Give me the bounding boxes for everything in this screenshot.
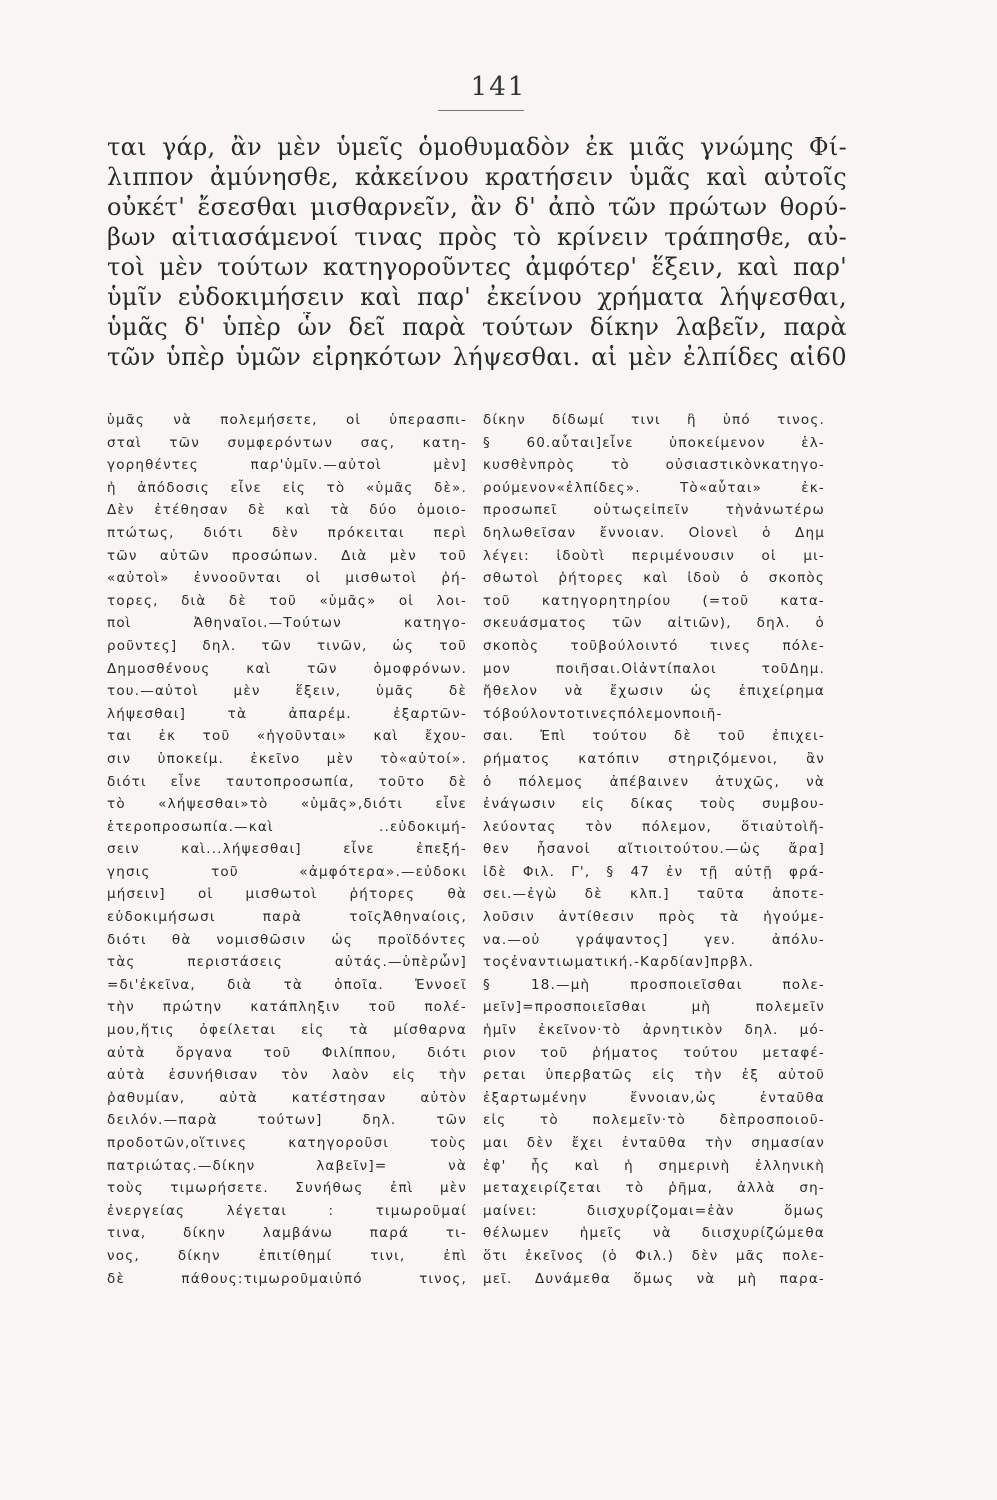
text-line: λεύοντας τὸν πόλεμον, ὅτιαὐτοὶἤ- bbox=[483, 818, 825, 835]
commentary-left-column bbox=[107, 409, 467, 1290]
text-line: σκευάσματος τῶν αἰτιῶν), δηλ. ὁ bbox=[483, 615, 825, 632]
text-line: ῥαθυμίαν, αὐτὰ κατέστησαν αὐτὸν bbox=[107, 1089, 467, 1106]
text-line: εἰς τὸ πολεμεῖν·τὸ δὲπροσποιοῦ- bbox=[483, 1112, 825, 1129]
text-line: εὐδοκιμήσωσι παρὰ τοῖςἈθηναίοις, bbox=[107, 909, 467, 926]
text-line: προδοτῶν,οἵτινες κατηγοροῦσι τοὺς bbox=[107, 1135, 467, 1151]
text-line: ρεται ὑπερβατῶς εἰς τὴν ἐξ αὐτοῦ bbox=[483, 1067, 825, 1084]
text-line: οὐκέτ' ἔσεσθαι μισθαρνεῖν, ἂν δ' ἀπὸ τῶν πρώτων θορύ- bbox=[107, 193, 847, 221]
text-line: μαίνει: διισχυρίζομαι=ἐὰν ὅμως bbox=[483, 1202, 825, 1219]
text-line: προσωπεῖ οὑτωςεἰπεῖν τὴνἀνωτέρω bbox=[483, 502, 825, 519]
text-line: μεῖ. Δυνάμεθα ὅμως νὰ μὴ παρα- bbox=[483, 1270, 825, 1287]
text-line: μου,ἥτις ὀφείλεται εἰς τὰ μίσθαρνα bbox=[107, 1022, 467, 1039]
text-line: σκοπὸς τοῦβούλοιντό τινες πόλε- bbox=[483, 637, 825, 654]
text-line: μήσειν] οἱ μισθωτοὶ ῥήτορες θὰ bbox=[107, 886, 467, 903]
text-line: ὑμῖν εὐδοκιμήσειν καὶ παρ' ἐκείνου χρήματα λήψεσθαι, bbox=[107, 283, 847, 311]
text-line: τοὶ μὲν τούτων κατηγοροῦντες ἀμφότερ' ἕξειν, καὶ παρ' bbox=[107, 253, 847, 281]
text-line: ρούμενον«ἐλπίδες». Τὸ«αὗται» ἐκ- bbox=[483, 479, 825, 496]
text-line: ται γάρ, ἂν μὲν ὑμεῖς ὁμοθυμαδὸν ἐκ μιᾶς γνώμης Φί- bbox=[107, 133, 847, 161]
text-line: πτώτως, διότι δὲν πρόκειται περὶ bbox=[107, 524, 467, 541]
text-line: τόβούλοντοτινεςπόλεμονποιῆ- bbox=[483, 705, 723, 722]
text-line: αὐτὰ ἐσυνήθισαν τὸν λαὸν εἰς τὴν bbox=[107, 1067, 467, 1084]
text-line: ὁ πόλεμος ἀπέβαινεν ἀτυχῶς, νὰ bbox=[483, 773, 825, 790]
text-line: § 60.αὗται]εἶνε ὑποκείμενον ἑλ- bbox=[483, 434, 825, 451]
text-line: ἐφ' ἧς καὶ ἡ σημερινὴ ἑλληνικὴ bbox=[483, 1157, 825, 1174]
text-line: ἡ ἀπόδοσις εἶνε εἰς τὸ «ὑμᾶς δὲ». bbox=[107, 479, 467, 496]
text-line: δὲ πάθους:τιμωροῦμαιὑπό τινος, bbox=[107, 1270, 467, 1287]
text-line: ἐνάγωσιν εἰς δίκας τοὺς συμβου- bbox=[483, 796, 825, 813]
text-line: δηλωθεῖσαν ἔννοιαν. Οἱονεὶ ὁ Δημ bbox=[483, 524, 825, 541]
text-line: βων αἰτιασάμενοί τινας πρὸς τὸ κρίνειν τράπησθε, αὐ- bbox=[107, 223, 847, 251]
text-line: σταὶ τῶν συμφερόντων σας, κατη- bbox=[107, 434, 467, 451]
text-line: ἰδὲ Φιλ. Γ', § 47 ἐν τῇ αὐτῇ φρά- bbox=[483, 863, 825, 880]
text-line: ὑμᾶς δ' ὑπὲρ ὧν δεῖ παρὰ τούτων δίκην λαβεῖν, παρὰ bbox=[107, 313, 847, 341]
text-line: να.—οὐ γράψαντος] γεν. ἀπόλυ- bbox=[483, 931, 825, 948]
text-line: θέλωμεν ἡμεῖς νὰ διισχυρίζώμεθα bbox=[483, 1225, 825, 1242]
text-line: θεν ἦσανοἱ αἴτιοιτούτου.—ὡς ἄρα] bbox=[483, 841, 825, 858]
text-line: ροῦντες] δηλ. τῶν τινῶν, ὡς τοῦ bbox=[107, 637, 467, 654]
text-line: τορες, διὰ δὲ τοῦ «ὑμᾶς» οἱ λοι- bbox=[107, 592, 467, 609]
text-line: τὸ «λήψεσθαι»τὸ «ὑμᾶς»,διότι εἶνε bbox=[107, 796, 467, 813]
text-line: τῶν ὑπὲρ ὑμῶν εἰρηκότων λήψεσθαι. αἱ μὲν ἐλπίδες αἱ60 bbox=[107, 343, 847, 371]
text-line: σιν ὑποκείμ. ἐκεῖνο μὲν τὸ«αὐτοί». bbox=[107, 750, 467, 767]
text-line: τοῦ κατηγορητηρίου (=τοῦ κατα- bbox=[483, 592, 825, 609]
text-line: ται ἐκ τοῦ «ἡγοῦνται» καὶ ἔχου- bbox=[107, 728, 467, 745]
text-line: αὐτὰ ὄργανα τοῦ Φιλίππου, διότι bbox=[107, 1044, 467, 1061]
text-line: =δι'ἐκεῖνα, διὰ τὰ ὁποῖα. Ἐννοεῖ bbox=[107, 976, 467, 993]
text-line: ὅτι ἐκεῖνος (ὁ Φιλ.) δὲν μᾶς πολε- bbox=[483, 1247, 825, 1264]
text-line: ἐνεργείας λέγεται : τιμωροῦμαί bbox=[107, 1202, 467, 1219]
text-line: ὑμᾶς νὰ πολεμήσετε, οἱ ὑπερασπι- bbox=[107, 412, 467, 428]
text-line: τῶν αὐτῶν προσώπων. Διὰ μὲν τοῦ bbox=[107, 547, 467, 564]
text-line: δίκην δίδωμί τινι ἢ ὑπό τινος. bbox=[483, 412, 825, 428]
text-line: πατριώτας.—δίκην λαβεῖν]= νὰ bbox=[107, 1157, 467, 1174]
text-line: μεταχειρίζεται τὸ ῥῆμα, ἀλλὰ ση- bbox=[483, 1180, 825, 1197]
text-line: τὰς περιστάσεις αὐτάς.—ὑπὲρὧν] bbox=[107, 954, 467, 971]
text-line: ποὶ Ἀθηναῖοι.—Τούτων κατηγο- bbox=[107, 615, 467, 632]
text-line: σειν καὶ...λήψεσθαι] εἶνε ἐπεξή- bbox=[107, 841, 467, 858]
text-line: ρήματος κατόπιν στηριζόμενοι, ἂν bbox=[483, 750, 825, 767]
text-line: «αὐτοὶ» ἐννοοῦνται οἱ μισθωτοὶ ῥή- bbox=[107, 570, 467, 587]
text-line: σαι. Ἐπὶ τούτου δὲ τοῦ ἐπιχει- bbox=[483, 728, 825, 745]
text-line: Δὲν ἐτέθησαν δὲ καὶ τὰ δύο ὁμοιο- bbox=[107, 502, 467, 519]
text-line: μον ποιῆσαι.Οἱἀντίπαλοι τοῦΔημ. bbox=[483, 660, 825, 677]
text-line: λοῦσιν ἀντίθεσιν πρὸς τὰ ἡγούμε- bbox=[483, 909, 825, 926]
text-line: σθωτοὶ ῥήτορες καὶ ἰδοὺ ὁ σκοπὸς bbox=[483, 570, 825, 587]
text-line: λέγει: ἰδοὺτὶ περιμένουσιν οἱ μι- bbox=[483, 547, 825, 564]
text-line: διότι εἶνε ταυτοπροσωπία, τοῦτο δὲ bbox=[107, 773, 467, 790]
text-line: τὴν πρώτην κατάπληξιν τοῦ πολέ- bbox=[107, 999, 467, 1016]
text-line: γησις τοῦ «ἀμφότερα».—εὐδοκι bbox=[107, 863, 467, 880]
text-line: σει.—ἐγὼ δὲ κλπ.] ταῦτα ἀποτε- bbox=[483, 886, 825, 903]
main-text bbox=[107, 132, 847, 372]
text-line: τοςἐναντιωματική.-Καρδίαν]πρβλ. bbox=[483, 954, 755, 971]
text-line: δειλόν.—παρὰ τούτων] δηλ. τῶν bbox=[107, 1112, 467, 1129]
text-line: νος, δίκην ἐπιτίθημί τινι, ἐπὶ bbox=[107, 1247, 467, 1264]
text-line: ἐξαρτωμένην ἔννοιαν,ὡς ἐνταῦθα bbox=[483, 1089, 825, 1106]
text-line: διότι θὰ νομισθῶσιν ὡς προϊδόντες bbox=[107, 931, 467, 948]
text-line: κυσθὲνπρὸς τὸ οὐσιαστικὸνκατηγο- bbox=[483, 457, 825, 474]
text-line: ἑτεροπροσωπία.—καὶ ..εὐδοκιμή- bbox=[107, 818, 467, 835]
text-line: ἡμῖν ἐκεῖνον·τὸ ἀρνητικὸν δηλ. μό- bbox=[483, 1022, 825, 1039]
text-line: ριον τοῦ ῥήματος τούτου μεταφέ- bbox=[483, 1044, 825, 1061]
header-rule bbox=[438, 110, 524, 111]
text-line: ἤθελον νὰ ἔχωσιν ὡς ἐπιχείρημα bbox=[483, 683, 825, 700]
text-line: λήψεσθαι] τὰ ἀπαρέμ. ἐξαρτῶν- bbox=[107, 705, 467, 722]
text-line: § 18.—μὴ προσποιεῖσθαι πολε- bbox=[483, 976, 825, 993]
text-line: Δημοσθένους καὶ τῶν ὁμοφρόνων. bbox=[107, 660, 467, 677]
commentary-right-column bbox=[483, 409, 825, 1290]
page-number: 141 bbox=[470, 72, 527, 102]
text-line: τινα, δίκην λαμβάνω παρά τι- bbox=[107, 1225, 467, 1242]
text-line: του.—αὐτοὶ μὲν ἕξειν, ὑμᾶς δὲ bbox=[107, 683, 467, 700]
text-line: μαι δὲν ἔχει ἐνταῦθα τὴν σημασίαν bbox=[483, 1135, 825, 1151]
text-line: μεῖν]=προσποιεῖσθαι μὴ πολεμεῖν bbox=[483, 999, 825, 1016]
text-line: τοὺς τιμωρήσετε. Συνήθως ἐπὶ μὲν bbox=[107, 1180, 467, 1197]
text-line: γορηθέντες παρ'ὑμῖν.—αὐτοὶ μὲν] bbox=[107, 457, 467, 474]
text-line: λιππον ἀμύνησθε, κἀκείνου κρατήσειν ὑμᾶς καὶ αὐτοῖς bbox=[107, 163, 847, 191]
